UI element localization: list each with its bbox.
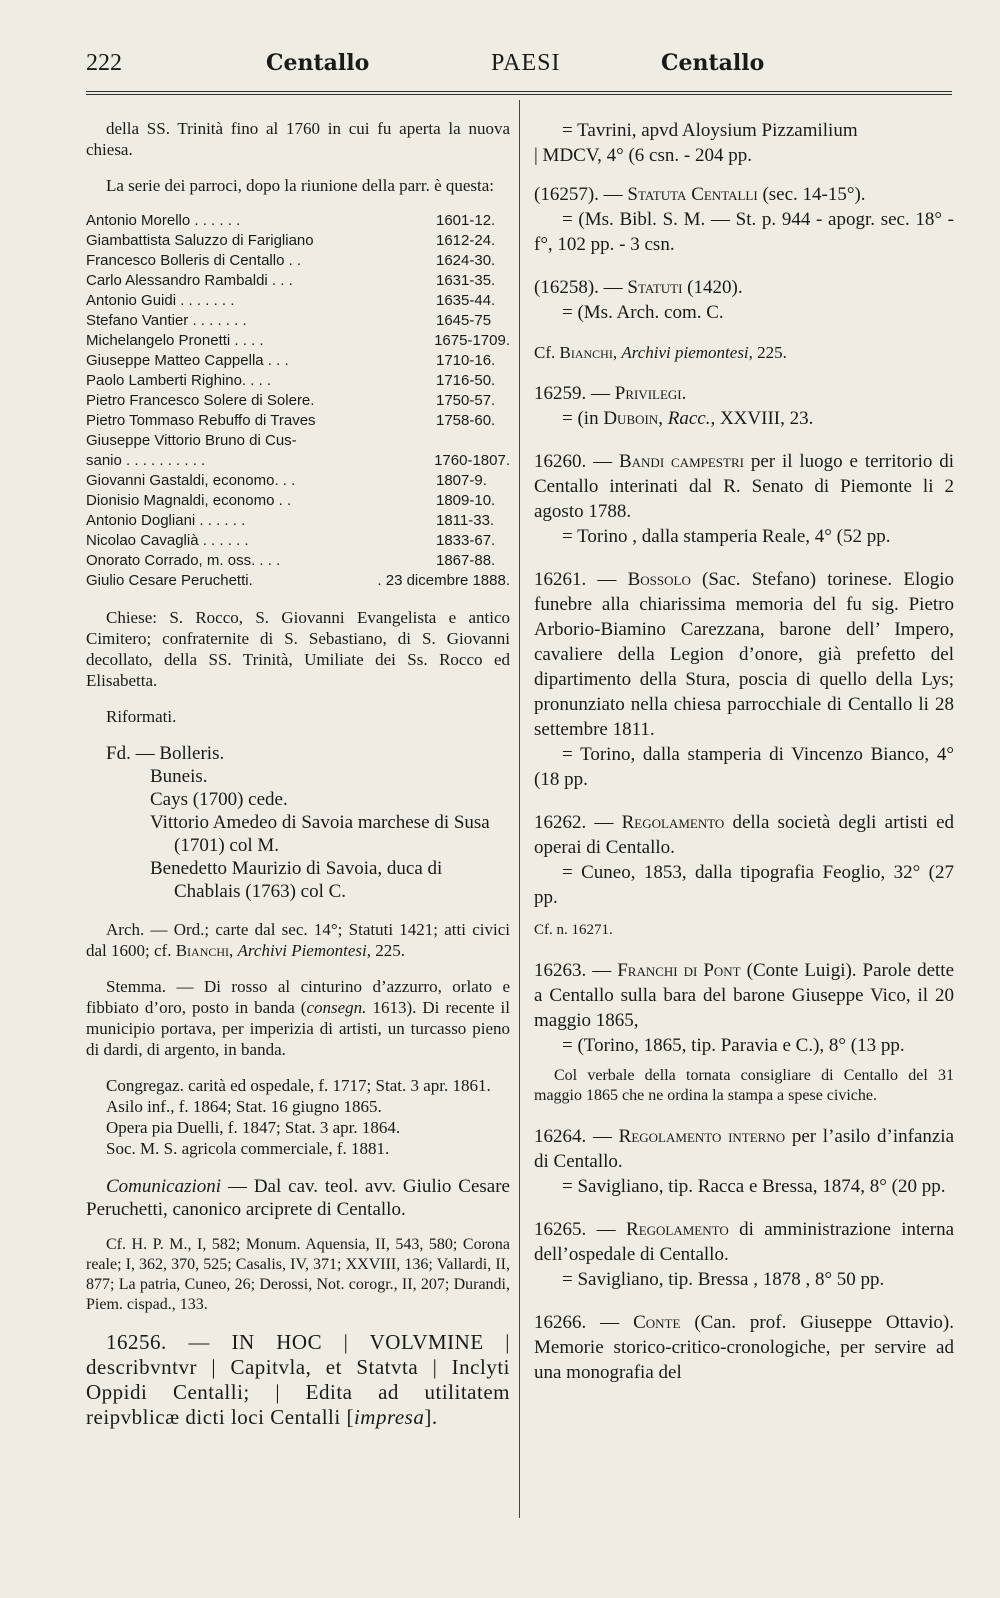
parroco-dates: 1624-30. [436, 252, 496, 269]
parroco-dates: 1758-60. [436, 412, 496, 429]
parroco-dates: 1635-44. [436, 292, 496, 309]
parroco-row [86, 551, 510, 571]
parroco-dates: 1612-24. [436, 232, 496, 249]
cf-bianchi: Cf. Bianchi, Archivi piemontesi, 225. [534, 343, 787, 362]
parroco-row [86, 451, 510, 471]
paragraph-cf: Cf. H. P. M., I, 582; Monum. Aquensia, II, 543, 580; Corona reale; I, 362, 370, 525; Casalis, IV, 371; XXVIII, 136; Vallardi, II, 877; La patria, Cuneo, 26; Derossi, Not. corogr., II, 207; Durandi, Piem. cispad., 133. [86, 1236, 510, 1313]
parroco-dates: 1601-12. [436, 212, 496, 229]
parroco-dates: 1631-35. [436, 272, 496, 289]
parroco-name: Paolo Lamberti Righino. . . . [86, 372, 272, 389]
entry-16266: 16266. — Conte (Can. prof. Giuseppe Ottavio). Memorie storico-critico-cronologiche, per servire ad una monografia del [534, 1312, 954, 1383]
parroco-row [86, 391, 510, 411]
parroco-row [86, 431, 510, 451]
parroco-row [86, 491, 510, 511]
parroco-name: Michelangelo Pronetti . . . . [86, 332, 264, 349]
parroco-dates: 1811-33. [436, 512, 495, 529]
parroco-name: Antonio Guidi . . . . . . . [86, 292, 235, 309]
parroco-row [86, 231, 510, 251]
parroco-dates: . 23 dicembre 1888. [377, 572, 510, 589]
parroco-row [86, 331, 510, 351]
parroco-dates: 1867-88. [436, 552, 496, 569]
parroco-row [86, 291, 510, 311]
parroco-dates: 1760-1807. [434, 452, 510, 469]
parroco-dates [436, 431, 510, 451]
page-number: 222 [86, 50, 122, 76]
parroco-row [86, 211, 510, 231]
paragraph-trinita: della SS. Trinità fino al 1760 in cui fu aperta la nuova chiesa. [86, 119, 510, 159]
feudatario: Fd. — Bolleris. [106, 743, 225, 764]
running-section: PAESI [491, 50, 561, 76]
parroci-list [86, 211, 510, 591]
header-rule-double [86, 94, 952, 95]
parroco-row [86, 511, 510, 531]
entry-16262: 16262. — Regolamento della società degli artisti ed operai di Centallo. = Cuneo, 1853, dalla tipografia Feoglio, 32° (27 pp. [534, 812, 955, 908]
entry-16260: 16260. — Bandi campestri per il luogo e territorio di Centallo interinati dal R. Senato di Piemonte li 2 agosto 1788. = Torino , dalla stamperia Reale, 4° (52 pp. [534, 451, 954, 547]
feudatario: Benedetto Maurizio di Savoia, duca di Chablais (1763) col C. [150, 858, 443, 902]
entry-16263-note: Col verbale della tornata consigliare di Centallo del 31 maggio 1865 che ne ordina la stampa a spese civiche. [534, 1067, 954, 1104]
parroco-name: Pietro Francesco Solere di Solere. [86, 392, 315, 409]
parroco-name: Onorato Corrado, m. oss. . . . [86, 552, 281, 569]
parroco-dates: 1710-16. [436, 352, 496, 369]
entry-16256-continued: = Tavrini, apvd Aloysium Pizzamilium | MDCV, 4° (6 csn. - 204 pp. [534, 120, 858, 166]
right-column [534, 118, 954, 1403]
parroco-name: Carlo Alessandro Rambaldi . . . [86, 272, 293, 289]
parroco-dates: 1807-9. [436, 472, 487, 489]
parroco-row [86, 271, 510, 291]
parroco-row [86, 251, 510, 271]
feudatari-list [86, 742, 510, 903]
parroco-name: Antonio Morello . . . . . . [86, 212, 241, 229]
ente-opera-pia: Opera pia Duelli, f. 1847; Stat. 3 apr. 1864. [106, 1118, 401, 1137]
entry-16256: 16256. — IN HOC | VOLVMINE | describvntvr | Capitvla, et Statvta | Inclyti Oppidi Centalli; | Edita ad utilitatem reipvblicæ dicti loci Centalli [impresa]. [86, 1330, 510, 1429]
column-divider [519, 100, 520, 1518]
parroco-row [86, 351, 510, 371]
parroco-name: Giulio Cesare Peruchetti. [86, 572, 253, 589]
running-title-right: Centallo [661, 50, 765, 76]
parroco-name: sanio . . . . . . . . . . [86, 452, 206, 469]
parroco-row [86, 531, 510, 551]
parroco-dates: 1675-1709. [434, 332, 510, 349]
header-rule [86, 91, 952, 92]
feudatario: Buneis. [150, 766, 208, 787]
parroco-name: Giuseppe Matteo Cappella . . . [86, 352, 289, 369]
feudatario: Cays (1700) cede. [150, 789, 288, 810]
entry-16259: 16259. — Privilegi. = (in Duboin, Racc., XXVIII, 23. [534, 383, 814, 429]
parroco-row [86, 411, 510, 431]
parroco-name: Pietro Tommaso Rebuffo di Traves [86, 412, 316, 429]
feudatario: Vittorio Amedeo di Savoia marchese di Susa (1701) col M. [150, 812, 490, 856]
paragraph-archivio: Arch. — Ord.; carte dal sec. 14°; Statuti 1421; atti civici dal 1600; cf. Bianchi, Archivi Piemontesi, 225. [86, 920, 510, 960]
entry-16264: 16264. — Regolamento interno per l’asilo d’infanzia di Centallo. = Savigliano, tip. Racca e Bressa, 1874, 8° (20 pp. [534, 1126, 955, 1197]
parroco-dates: 1750-57. [436, 392, 496, 409]
parroco-name: Nicolao Cavaglià . . . . . . [86, 532, 249, 549]
enti-list [86, 1075, 510, 1159]
parroco-name: Giovanni Gastaldi, economo. . . [86, 472, 296, 489]
parroco-row [86, 471, 510, 491]
paragraph-stemma: Stemma. — Di rosso al cinturino d’azzurro, orlato e fibbiato d’oro, posto in banda (consegn. 1613). Di recente il municipio portava, per imperizia di artisti, un turcasso pieno di dardi, di argento, in banda. [86, 977, 510, 1059]
running-title-left: Centallo [266, 50, 370, 76]
parroco-name: Giambattista Saluzzo di Farigliano [86, 232, 314, 249]
parroco-dates: 1809-10. [436, 492, 496, 509]
entry-16261: 16261. — Bossolo (Sac. Stefano) torinese. Elogio funebre alla chiarissima memoria del fu sig. Pietro Arborio-Biamino Carezzana, barone dell’ Impero, cavaliere della Legion d’onore, già prefetto del dipartimento della Stura, poscia di quello della Lys; pronunziato nella chiesa parrocchiale di Centallo li 28 settembre 1811. = Torino, dalla stamperia di Vincenzo Bianco, 4° (18 pp. [534, 569, 955, 790]
parroco-dates: 1716-50. [436, 372, 496, 389]
entry-16258: (16258). — Statuti (1420). = (Ms. Arch. com. C. [534, 277, 743, 323]
parroco-name: Francesco Bolleris di Centallo . . [86, 252, 302, 269]
parroco-name: Antonio Dogliani . . . . . . [86, 512, 246, 529]
parroco-dates: 1833-67. [436, 532, 496, 549]
page-header [86, 50, 952, 90]
paragraph-comunicazioni: Comunicazioni — Dal cav. teol. avv. Giulio Cesare Peruchetti, canonico arciprete di Centallo. [86, 1176, 510, 1220]
left-column [86, 118, 510, 1445]
parroco-row [86, 571, 510, 591]
ente-asilo: Asilo inf., f. 1864; Stat. 16 giugno 1865. [106, 1097, 382, 1116]
entry-16263: 16263. — Franchi di Pont (Conte Luigi). Parole dette a Centallo sulla bara del barone Giuseppe Vico, il 20 maggio 1865, = (Torino, 1865, tip. Paravia e C.), 8° (13 pp. [534, 960, 955, 1056]
parroco-name: Giuseppe Vittorio Bruno di Cus- [86, 432, 297, 449]
entry-16265: 16265. — Regolamento di amministrazione interna dell’ospedale di Centallo. = Savigliano, tip. Bressa , 1878 , 8° 50 pp. [534, 1219, 955, 1290]
parroco-dates: 1645-75 [436, 312, 492, 329]
parroco-row [86, 311, 510, 331]
parroco-name: Stefano Vantier . . . . . . . [86, 312, 247, 329]
paragraph-riformati: Riformati. [106, 707, 177, 726]
cf-16271: Cf. n. 16271. [534, 922, 613, 938]
paragraph-chiese: Chiese: S. Rocco, S. Giovanni Evangelista e antico Cimitero; confraternite di S. Sebastiano, di S. Giovanni decollato, della SS. Trinità, Umiliate dei Ss. Rocco ed Elisabetta. [86, 608, 510, 690]
ente-societa: Soc. M. S. agricola commerciale, f. 1881. [106, 1139, 390, 1158]
parroco-row [86, 371, 510, 391]
ente-congregazione: Congregaz. carità ed ospedale, f. 1717; Stat. 3 apr. 1861. [106, 1076, 491, 1095]
parroco-name: Dionisio Magnaldi, economo . . [86, 492, 292, 509]
entry-16257: (16257). — Statuta Centalli (sec. 14-15°). = (Ms. Bibl. S. M. — St. p. 944 - apogr. sec. 18° - f°, 102 pp. - 3 csn. [534, 184, 954, 255]
paragraph-parroci-intro: La serie dei parroci, dopo la riunione della parr. è questa: [106, 176, 495, 195]
